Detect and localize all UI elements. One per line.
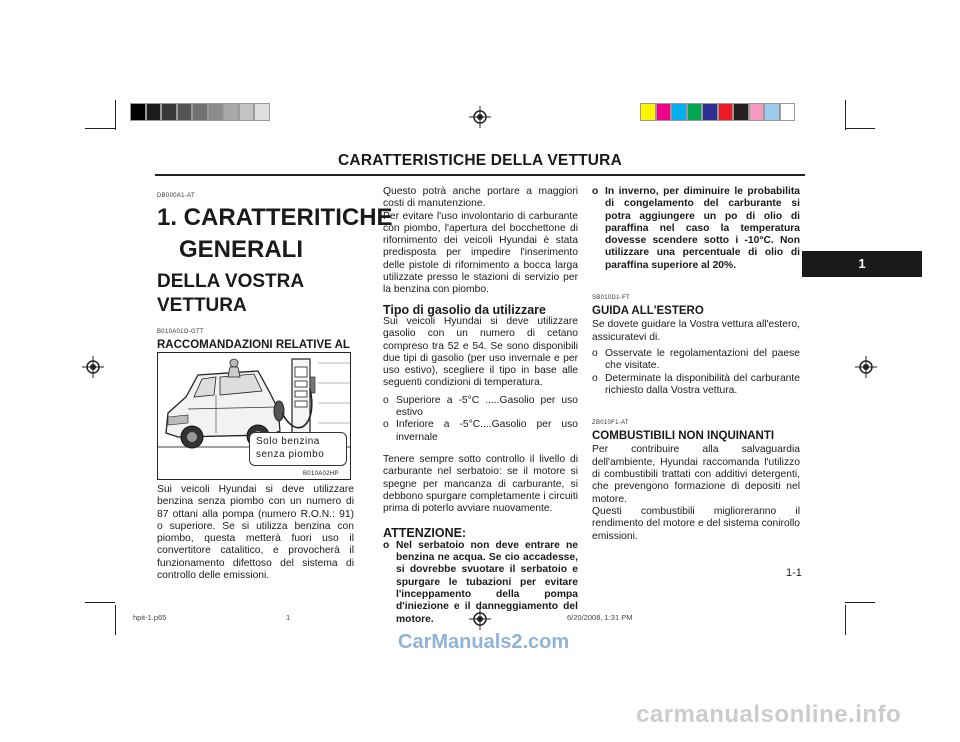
list-item: [383, 395, 578, 420]
column-right: [592, 186, 800, 543]
color-swatch: [687, 103, 703, 121]
body-text: Se dovete guidare la Vostra vettura all'estero, assicuratevi di.: [592, 319, 800, 343]
color-swatch: [640, 103, 656, 121]
figure-code: B010A02HP: [303, 471, 339, 477]
crop-mark: [85, 128, 115, 129]
list-item-text: In inverno, per diminuire le probabilita di congelamento del carburante si potra aggiungere un po di olio di paraffina nel caso la temperatura dovesse scendere sotto i -10°C. Non utilizzare una percentuale di olio di paraffina superiore al 20%.: [605, 186, 800, 271]
section-code: SB010D1-FT: [592, 295, 631, 302]
color-swatch: [161, 103, 177, 121]
section-heading: GUIDA ALL'ESTERO: [592, 305, 704, 318]
crop-mark: [115, 100, 116, 130]
color-swatch: [177, 103, 193, 121]
list-item: [592, 348, 800, 373]
bullet-mark: o: [383, 394, 389, 406]
bullet-mark: o: [383, 419, 389, 431]
section-heading: COMBUSTIBILI NON INQUINANTI: [592, 430, 775, 443]
watermark-link[interactable]: CarManuals2.com: [398, 631, 570, 653]
registration-target-icon: [855, 356, 877, 378]
color-swatch: [146, 103, 162, 121]
crop-mark: [115, 605, 116, 635]
header-rule: [155, 174, 805, 176]
bullet-mark: o: [592, 186, 599, 197]
column-left-body: [157, 484, 354, 582]
color-swatch: [254, 103, 270, 121]
color-swatch: [671, 103, 687, 121]
color-swatch: [749, 103, 765, 121]
body-text: Questi combustibili miglioreranno il rendimento del motore e del sistema conirollo emissioni.: [592, 505, 800, 542]
crop-mark: [845, 128, 875, 129]
chapter-title-line: GENERALI: [179, 236, 304, 264]
section-heading: RACCOMANDAZIONI RELATIVE AL: [157, 338, 350, 351]
list-item-text: Superiore a -5°C .....Gasolio per uso estivo: [396, 394, 578, 419]
color-swatch: [130, 103, 146, 121]
section-code: B010A01O-GTT: [157, 329, 204, 336]
body-text: Per contribuire alla salvaguardia dell'ambiente, Hyundai raccomanda l'utilizzo di combustibili trattati con additivi detergenti, che prevengono formazione di depositi nel motore.: [592, 444, 800, 505]
bullet-mark: o: [592, 372, 598, 384]
color-swatch: [656, 103, 672, 121]
list-item-text: Determinate la disponibilità del carburante richiesto dalla Vostra vettura.: [605, 372, 800, 396]
crop-mark: [85, 602, 115, 603]
footer-page: 1: [286, 613, 291, 622]
warning-title: ATTENZIONE:: [383, 526, 467, 541]
body-text: Sui veicoli Hyundai si deve utilizzare benzina senza piombo con un numero di 87 ottani alla pompa (numero R.O.N.: 91) o superiore. Se si utilizza benzina con piombo, questa metterà fuori uso il convertitore catalitico, e provocherà il funzionamento difettoso del sistema di controllo delle emissioni.: [157, 484, 354, 582]
chapter-title-line: VETTURA: [157, 295, 247, 317]
body-text: Sui veicoli Hyundai si deve utilizzare gasolio con un numero di cetano compreso tra 52 e 54. Se sono disponibili due tipi di gasolio (per uso invernale e per uso estivo), scegliere il tipo in base alle seguenti condizioni di temperatura.: [383, 315, 578, 389]
body-text: Per evitare l'uso involontario di carburante con piombo, l'apertura del bocchettone di rifornimento dei veicoli Hyundai è stata predisposta per impedire l'inserimento delle pistole di rifornimento a bocca larga utilizzate presso le stazioni di servizio per la benzina con piombo.: [383, 210, 578, 296]
registration-target-icon: [82, 356, 104, 378]
body-text: Tenere sempre sotto controllo il livello di carburante nel serbatoio: se il motore si spegne per mancanza di carburante, si debbono spurgare completamente i circuiti prima di poterlo avviare nuovamente.: [383, 453, 578, 515]
color-swatch: [733, 103, 749, 121]
footer-filename: hpit-1.p65: [133, 613, 167, 622]
color-swatch: [223, 103, 239, 121]
figure-callout-label: Solo benzina senza piombo: [249, 432, 347, 466]
column-middle: [383, 186, 578, 626]
color-swatch: [192, 103, 208, 121]
list-item: [592, 186, 800, 272]
watermark-link[interactable]: carmanualsonline.info: [636, 701, 902, 728]
page-header-title: CARATTERISTICHE DELLA VETTURA: [338, 152, 622, 169]
grayscale-registration-bar: [130, 103, 270, 121]
chapter-title-line: 1. CARATTERITICHE: [157, 204, 393, 232]
list-item: [592, 373, 800, 398]
color-swatch: [702, 103, 718, 121]
warning-text: Nel serbatoio non deve entrare ne benzina ne acqua. Se cio accadesse, si dovrebbe svuotare il serbatoio e spurgare le tubazioni per evitare l'inceppamento della pompa d'iniezione e il danneggiamento del motore.: [396, 539, 578, 625]
bullet-mark: o: [383, 539, 390, 551]
footer-date: 6/20/2008, 1:31 PM: [567, 613, 633, 622]
warning-item: [383, 540, 578, 626]
list-item-text: Osservate le regolamentazioni del paese che visitate.: [605, 347, 800, 372]
section-code: DB000A1-AT: [157, 193, 195, 199]
chapter-tab: 1: [802, 251, 922, 277]
section-code: ZB010F1-AT: [592, 420, 629, 427]
section-heading: Tipo di gasolio da utilizzare: [383, 302, 546, 317]
color-swatch: [239, 103, 255, 121]
crop-mark: [845, 605, 846, 635]
bullet-mark: o: [592, 347, 598, 359]
color-registration-bar: [640, 103, 795, 121]
registration-target-icon: [469, 106, 491, 128]
body-text: Questo potrà anche portare a maggiori costi di manutenzione.: [383, 186, 578, 210]
list-item: [383, 419, 578, 444]
color-swatch: [780, 103, 796, 121]
list-item-text: Inferiore a -5°C....Gasolio per uso invernale: [396, 419, 578, 443]
color-swatch: [718, 103, 734, 121]
color-swatch: [764, 103, 780, 121]
page-number: 1-1: [786, 567, 802, 579]
chapter-title-line: DELLA VOSTRA: [157, 271, 305, 293]
crop-mark: [845, 100, 846, 130]
crop-mark: [845, 602, 875, 603]
color-swatch: [208, 103, 224, 121]
